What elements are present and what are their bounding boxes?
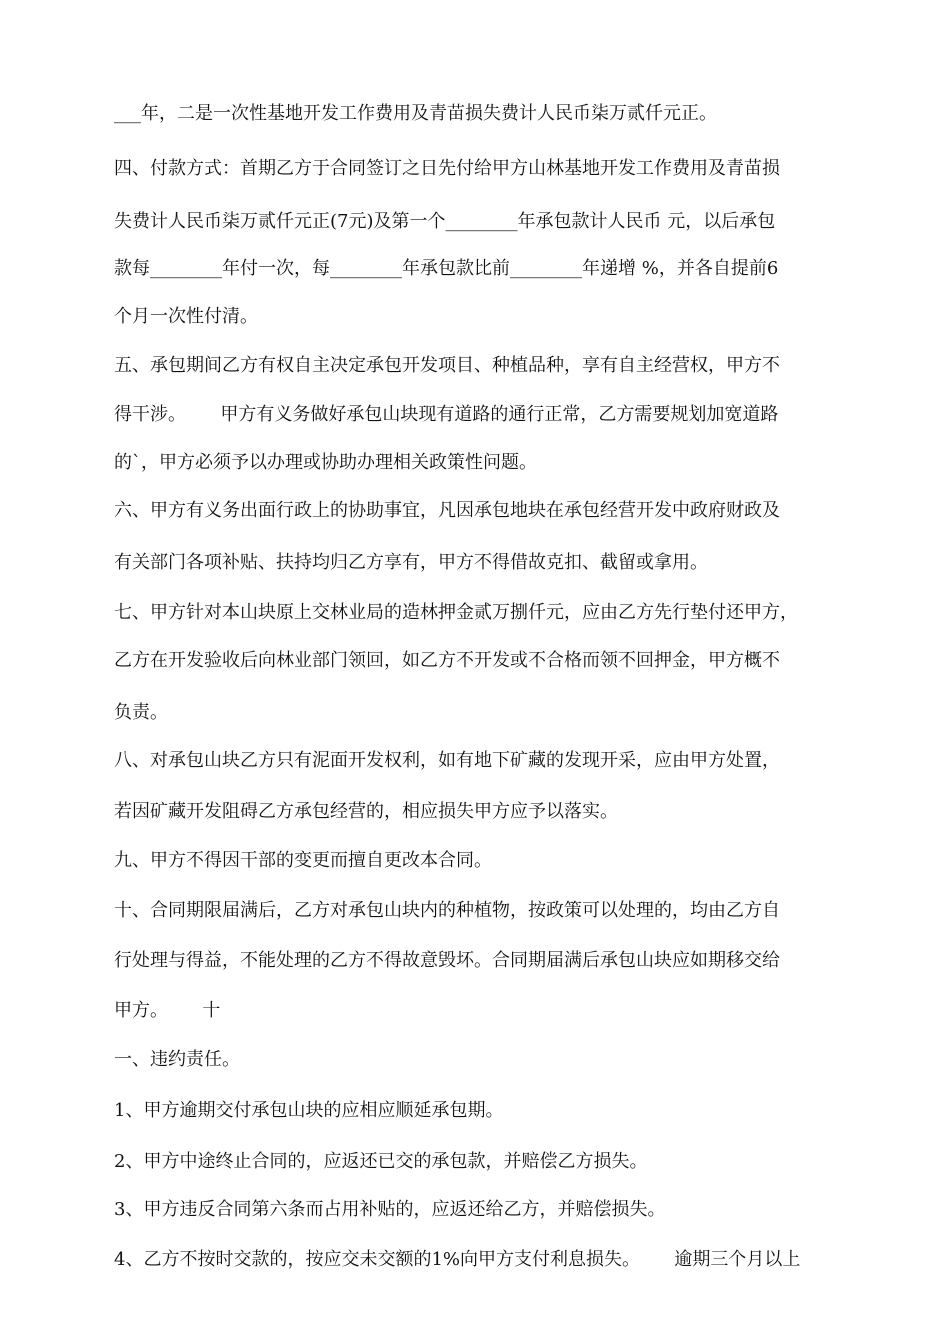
text-line: 3、甲方违反合同第六条而占用补贴的，应返还给乙方，并赔偿损失。 [114, 1199, 666, 1220]
text-line: ___年，二是一次性基地开发工作费用及青苗损失费计人民币柒万贰仟元正。 [114, 103, 717, 124]
text-line: 的`，甲方必须予以办理或协助办理相关政策性问题。 [114, 452, 537, 473]
text-line: 八、对承包山块乙方只有泥面开发权利，如有地下矿藏的发现开采，应由甲方处置， [114, 750, 780, 771]
text-line: 负责。 [114, 702, 168, 723]
text-line: 个月一次性付清。 [114, 306, 258, 327]
text-line: 十、合同期限届满后，乙方对承包山块内的种植物，按政策可以处理的，均由乙方自 [114, 900, 780, 921]
text-line: 有关部门各项补贴、扶持均归乙方享有，甲方不得借故克扣、截留或拿用。 [114, 552, 708, 573]
text-line: 失费计人民币柒万贰仟元正(7元)及第一个________年承包款计人民币 元，以后承包 [114, 211, 776, 232]
text-line: 一、违约责任。 [114, 1049, 240, 1070]
text-line: 甲方。 十 [114, 1000, 221, 1021]
text-line: 款每________年付一次，每________年承包款比前________年递增 %，并各自提前6 [114, 258, 779, 279]
text-line: 五、承包期间乙方有权自主决定承包开发项目、种植品种，享有自主经营权，甲方不 [114, 355, 780, 376]
text-line: 乙方在开发验收后向林业部门领回，如乙方不开发或不合格而领不回押金，甲方概不 [114, 650, 780, 671]
text-line: 2、甲方中途终止合同的，应返还已交的承包款，并赔偿乙方损失。 [114, 1151, 648, 1172]
text-line: 4、乙方不按时交款的，按应交未交额的1%向甲方支付利息损失。 逾期三个月以上 [114, 1249, 801, 1270]
text-line: 六、甲方有义务出面行政上的协助事宜，凡因承包地块在承包经营开发中政府财政及 [114, 500, 780, 521]
text-line: 1、甲方逾期交付承包山块的应相应顺延承包期。 [114, 1100, 504, 1121]
text-line: 得干涉。 甲方有义务做好承包山块现有道路的通行正常，乙方需要规划加宽道路 [114, 404, 779, 425]
text-line: 行处理与得益，不能处理的乙方不得故意毁坏。合同期届满后承包山块应如期移交给 [114, 950, 780, 971]
text-line: 四、付款方式：首期乙方于合同签订之日先付给甲方山林基地开发工作费用及青苗损 [114, 158, 780, 179]
text-line: 若因矿藏开发阻碍乙方承包经营的，相应损失甲方应予以落实。 [114, 801, 618, 822]
text-line: 九、甲方不得因干部的变更而擅自更改本合同。 [114, 850, 492, 871]
text-line: 七、甲方针对本山块原上交林业局的造林押金贰万捌仟元，应由乙方先行垫付还甲方， [114, 602, 798, 623]
